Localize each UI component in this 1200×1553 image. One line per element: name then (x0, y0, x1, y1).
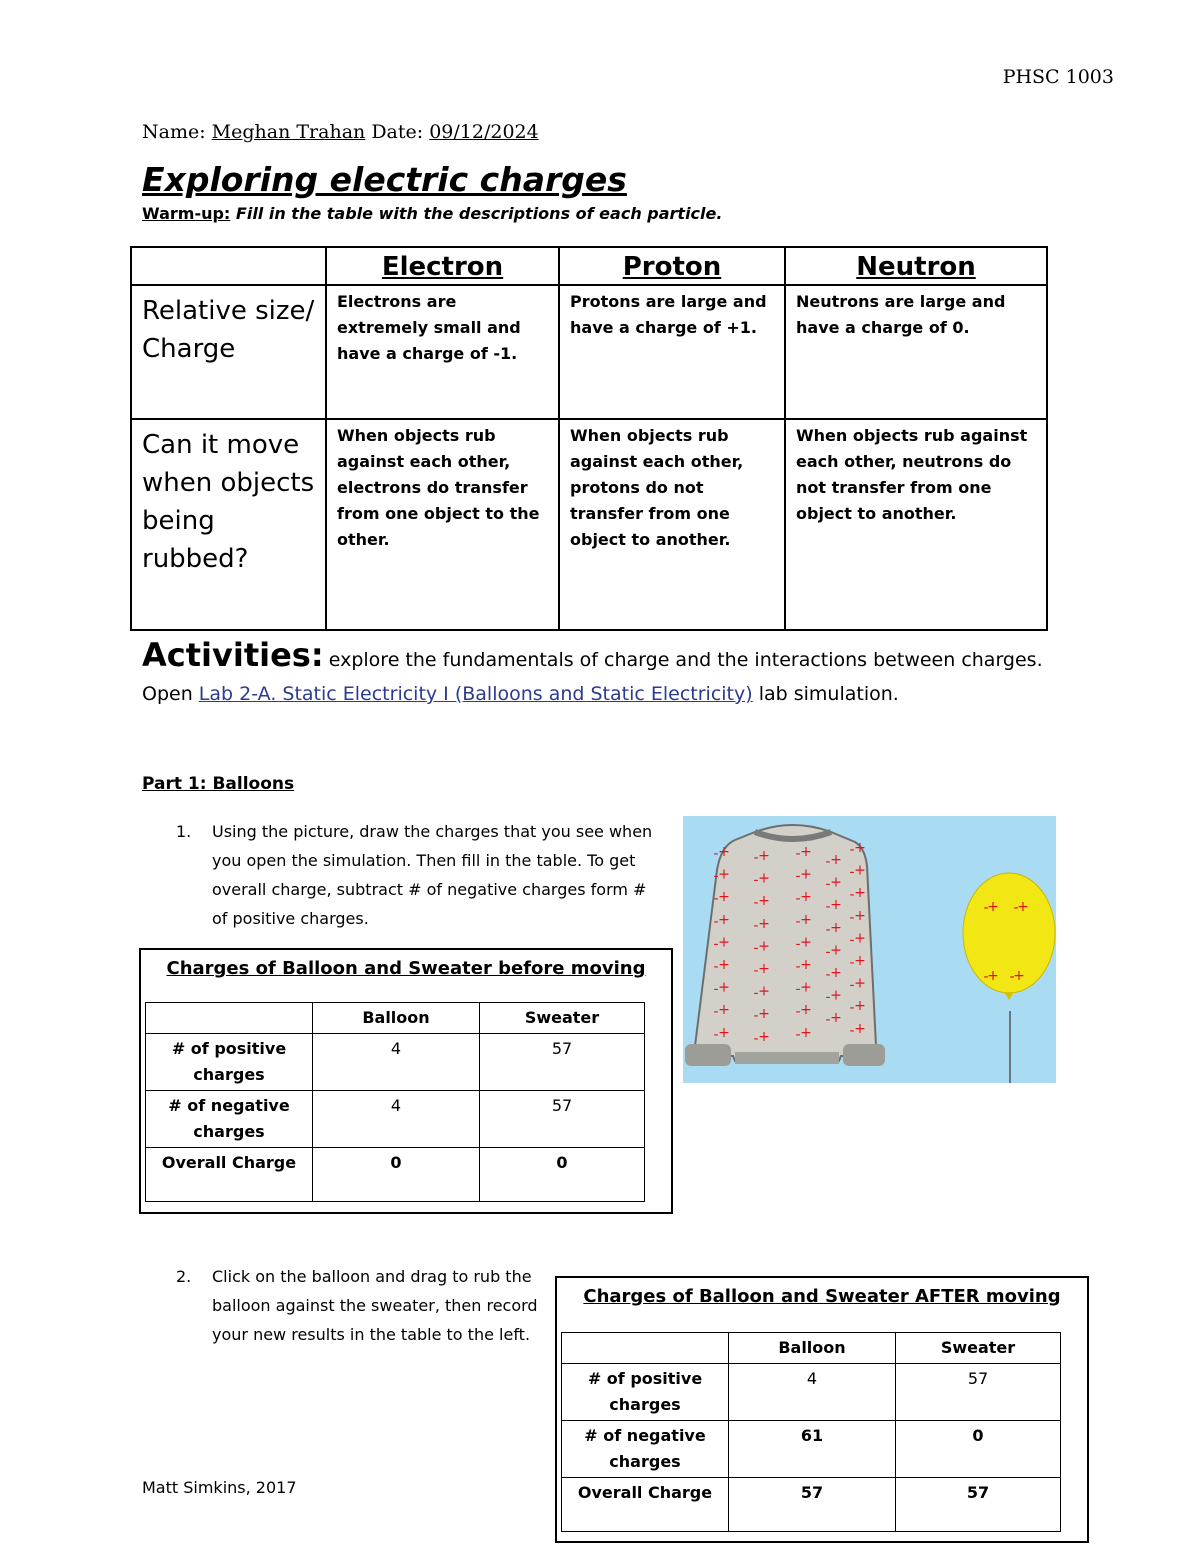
positive-charge: + (718, 889, 730, 906)
table-before-title: Charges of Balloon and Sweater before moving (166, 958, 646, 979)
positive-charge: + (987, 968, 999, 984)
row-label-size-charge: Relative size/ Charge (131, 285, 326, 419)
date-value: 09/12/2024 (429, 121, 539, 143)
electron-size-charge: Electrons are extremely small and have a charge of -1. (326, 285, 559, 419)
negative-charge: - (753, 1008, 759, 1025)
negative-charge: - (713, 936, 719, 953)
positive-charge: + (800, 934, 812, 951)
positive-charge: + (830, 987, 842, 1004)
positive-charge: + (830, 1010, 842, 1027)
negative-charge: - (849, 842, 855, 858)
positive-charge: + (800, 889, 812, 906)
positive-charge: + (854, 1020, 866, 1037)
negative-charge: - (795, 846, 801, 862)
footer-credit: Matt Simkins, 2017 (142, 1478, 297, 1497)
table-before-box (139, 948, 673, 1214)
corner-cell (146, 1003, 313, 1034)
negative-charge: - (849, 955, 855, 971)
particle-table (130, 246, 1048, 631)
col-sweater: Sweater (896, 1333, 1061, 1364)
balloon-value: 0 (313, 1148, 480, 1202)
row-label-can-move: Can it move when objects being rubbed? (131, 419, 326, 630)
neutron-can-move: When objects rub against each other, neutrons do not transfer from one object to another. (785, 419, 1047, 630)
sweater-value: 57 (896, 1364, 1061, 1421)
balloon-value: 4 (313, 1034, 480, 1091)
sweater-value: 57 (896, 1478, 1061, 1532)
activities-description: explore the fundamentals of charge and the interactions between charges. (328, 649, 1043, 671)
warmup-instruction (142, 204, 722, 223)
table-row (131, 419, 1047, 630)
sweater-value: 57 (480, 1091, 645, 1148)
open-prefix: Open (142, 683, 193, 705)
positive-charge: + (758, 983, 770, 1000)
positive-charge: + (854, 953, 866, 969)
table-after-title: Charges of Balloon and Sweater AFTER moving (583, 1286, 1061, 1307)
positive-charge: + (987, 899, 999, 915)
positive-charge: + (718, 934, 730, 951)
balloon-value: 4 (313, 1091, 480, 1148)
positive-charge: + (854, 930, 866, 947)
negative-charge: - (753, 940, 759, 957)
positive-charge: + (830, 919, 842, 936)
row-label: # of negative charges (146, 1091, 313, 1148)
positive-charge: + (854, 840, 866, 856)
positive-charge: + (758, 870, 770, 887)
negative-charge: - (795, 913, 801, 930)
row-label: # of negative charges (562, 1421, 729, 1478)
negative-charge: - (795, 868, 801, 885)
negative-charge: - (825, 944, 831, 961)
negative-charge: - (795, 959, 801, 975)
negative-charge: - (825, 854, 831, 870)
positive-charge: + (718, 957, 730, 973)
table-row (146, 1003, 645, 1034)
negative-charge: - (753, 895, 759, 912)
lab-simulation-link[interactable]: Lab 2-A. Static Electricity I (Balloons and Static Electricity) (198, 683, 753, 705)
negative-charge: - (713, 981, 719, 998)
row-label: Overall Charge (146, 1148, 313, 1202)
positive-charge: + (758, 961, 770, 977)
negative-charge: - (795, 936, 801, 953)
positive-charge: + (718, 1024, 730, 1041)
sweater-value: 0 (896, 1421, 1061, 1478)
proton-can-move: When objects rub against each other, protons do not transfer from one object to another. (559, 419, 785, 630)
negative-charge: - (849, 864, 855, 881)
positive-charge: + (718, 866, 730, 883)
positive-charge: + (830, 965, 842, 981)
header-neutron: Neutron (785, 247, 1047, 285)
activities-line (142, 636, 1043, 674)
negative-charge: - (825, 899, 831, 916)
negative-charge: - (713, 891, 719, 908)
student-name: Meghan Trahan (211, 121, 366, 143)
positive-charge: + (758, 848, 770, 864)
positive-charge: + (800, 957, 812, 973)
positive-charge: + (800, 844, 812, 860)
date-label: Date: (371, 121, 424, 143)
negative-charge: - (983, 900, 989, 916)
negative-charge: - (753, 850, 759, 866)
table-row (562, 1478, 1061, 1532)
negative-charge: - (795, 1026, 801, 1043)
corner-cell (131, 247, 326, 285)
positive-charge: + (854, 975, 866, 992)
step-1 (176, 817, 656, 933)
positive-charge: + (800, 979, 812, 996)
part1-heading: Part 1: Balloons (142, 774, 295, 794)
positive-charge: + (854, 885, 866, 902)
activities-heading: Activities: (142, 636, 324, 674)
negative-charge: - (795, 1004, 801, 1021)
row-label: # of positive charges (562, 1364, 729, 1421)
balloon-value: 61 (729, 1421, 896, 1478)
positive-charge: + (758, 1028, 770, 1045)
positive-charge: + (758, 915, 770, 932)
negative-charge: - (713, 846, 719, 862)
balloon-value: 4 (729, 1364, 896, 1421)
table-row (562, 1364, 1061, 1421)
negative-charge: - (825, 1012, 831, 1029)
negative-charge: - (825, 967, 831, 983)
table-after (561, 1332, 1061, 1532)
negative-charge: - (1013, 900, 1019, 916)
sweater-value: 57 (480, 1034, 645, 1091)
positive-charge: + (718, 844, 730, 860)
balloon-value: 57 (729, 1478, 896, 1532)
positive-charge: + (718, 1002, 730, 1019)
positive-charge: + (758, 938, 770, 955)
positive-charge: + (800, 1002, 812, 1019)
positive-charge: + (758, 1006, 770, 1023)
simulation-image (683, 816, 1056, 1083)
step-number: 2. (176, 1267, 192, 1286)
negative-charge: - (713, 959, 719, 975)
table-row (146, 1148, 645, 1202)
page-title: Exploring electric charges (142, 160, 627, 199)
step-2 (176, 1262, 546, 1349)
warmup-text: Fill in the table with the descriptions of each particle. (235, 204, 723, 223)
table-row (146, 1091, 645, 1148)
proton-size-charge: Protons are large and have a charge of +1. (559, 285, 785, 419)
negative-charge: - (849, 887, 855, 904)
col-balloon: Balloon (313, 1003, 480, 1034)
positive-charge: + (830, 874, 842, 891)
positive-charge: + (718, 911, 730, 928)
negative-charge: - (849, 1022, 855, 1039)
open-suffix: lab simulation. (758, 683, 899, 705)
negative-charge: - (753, 963, 759, 979)
negative-charge: - (825, 921, 831, 938)
table-before (145, 1002, 645, 1202)
negative-charge: - (1009, 969, 1015, 985)
positive-charge: + (1013, 968, 1025, 984)
positive-charge: + (758, 893, 770, 910)
step-number: 1. (176, 822, 192, 841)
negative-charge: - (795, 891, 801, 908)
electron-can-move: When objects rub against each other, electrons do transfer from one object to the other. (326, 419, 559, 630)
negative-charge: - (753, 872, 759, 889)
step-text: Using the picture, draw the charges that you see when you open the simulation. Then fill in the table. To get overall charge, subtract # of negative charges form # of positive charges. (212, 822, 653, 928)
warmup-label: Warm-up: (142, 204, 231, 223)
negative-charge: - (713, 913, 719, 930)
table-row (146, 1034, 645, 1091)
positive-charge: + (830, 942, 842, 959)
positive-charge: + (718, 979, 730, 996)
neutron-size-charge: Neutrons are large and have a charge of 0. (785, 285, 1047, 419)
table-after-box (555, 1276, 1089, 1543)
particle-header-row (131, 247, 1047, 285)
negative-charge: - (983, 969, 989, 985)
positive-charge: + (800, 911, 812, 928)
table-row (131, 285, 1047, 419)
negative-charge: - (795, 981, 801, 998)
positive-charge: + (800, 866, 812, 883)
table-row (562, 1333, 1061, 1364)
negative-charge: - (849, 909, 855, 926)
negative-charge: - (713, 1026, 719, 1043)
sweater-value: 0 (480, 1148, 645, 1202)
corner-cell (562, 1333, 729, 1364)
positive-charge: + (854, 998, 866, 1015)
col-balloon: Balloon (729, 1333, 896, 1364)
header-proton: Proton (559, 247, 785, 285)
positive-charge: + (854, 862, 866, 879)
header-electron: Electron (326, 247, 559, 285)
open-lab-line (142, 683, 899, 705)
col-sweater: Sweater (480, 1003, 645, 1034)
negative-charge: - (753, 1030, 759, 1047)
negative-charge: - (849, 1000, 855, 1017)
negative-charge: - (713, 868, 719, 885)
sweater-cuff-left (685, 1044, 731, 1066)
sweater-hem (735, 1052, 839, 1064)
row-label: Overall Charge (562, 1478, 729, 1532)
step-text: Click on the balloon and drag to rub the balloon against the sweater, then record your new results in the table to the left. (212, 1267, 538, 1344)
negative-charge: - (849, 977, 855, 994)
course-code: PHSC 1003 (1002, 66, 1114, 88)
name-label: Name: (142, 121, 206, 143)
positive-charge: + (854, 907, 866, 924)
positive-charge: + (1017, 899, 1029, 915)
sweater-cuff-right (843, 1044, 885, 1066)
positive-charge: + (830, 852, 842, 868)
positive-charge: + (830, 897, 842, 914)
negative-charge: - (825, 876, 831, 893)
row-label: # of positive charges (146, 1034, 313, 1091)
name-date-line (142, 121, 539, 143)
positive-charge: + (800, 1024, 812, 1041)
negative-charge: - (825, 989, 831, 1006)
negative-charge: - (753, 985, 759, 1002)
negative-charge: - (713, 1004, 719, 1021)
negative-charge: - (849, 932, 855, 949)
negative-charge: - (753, 917, 759, 934)
table-row (562, 1421, 1061, 1478)
